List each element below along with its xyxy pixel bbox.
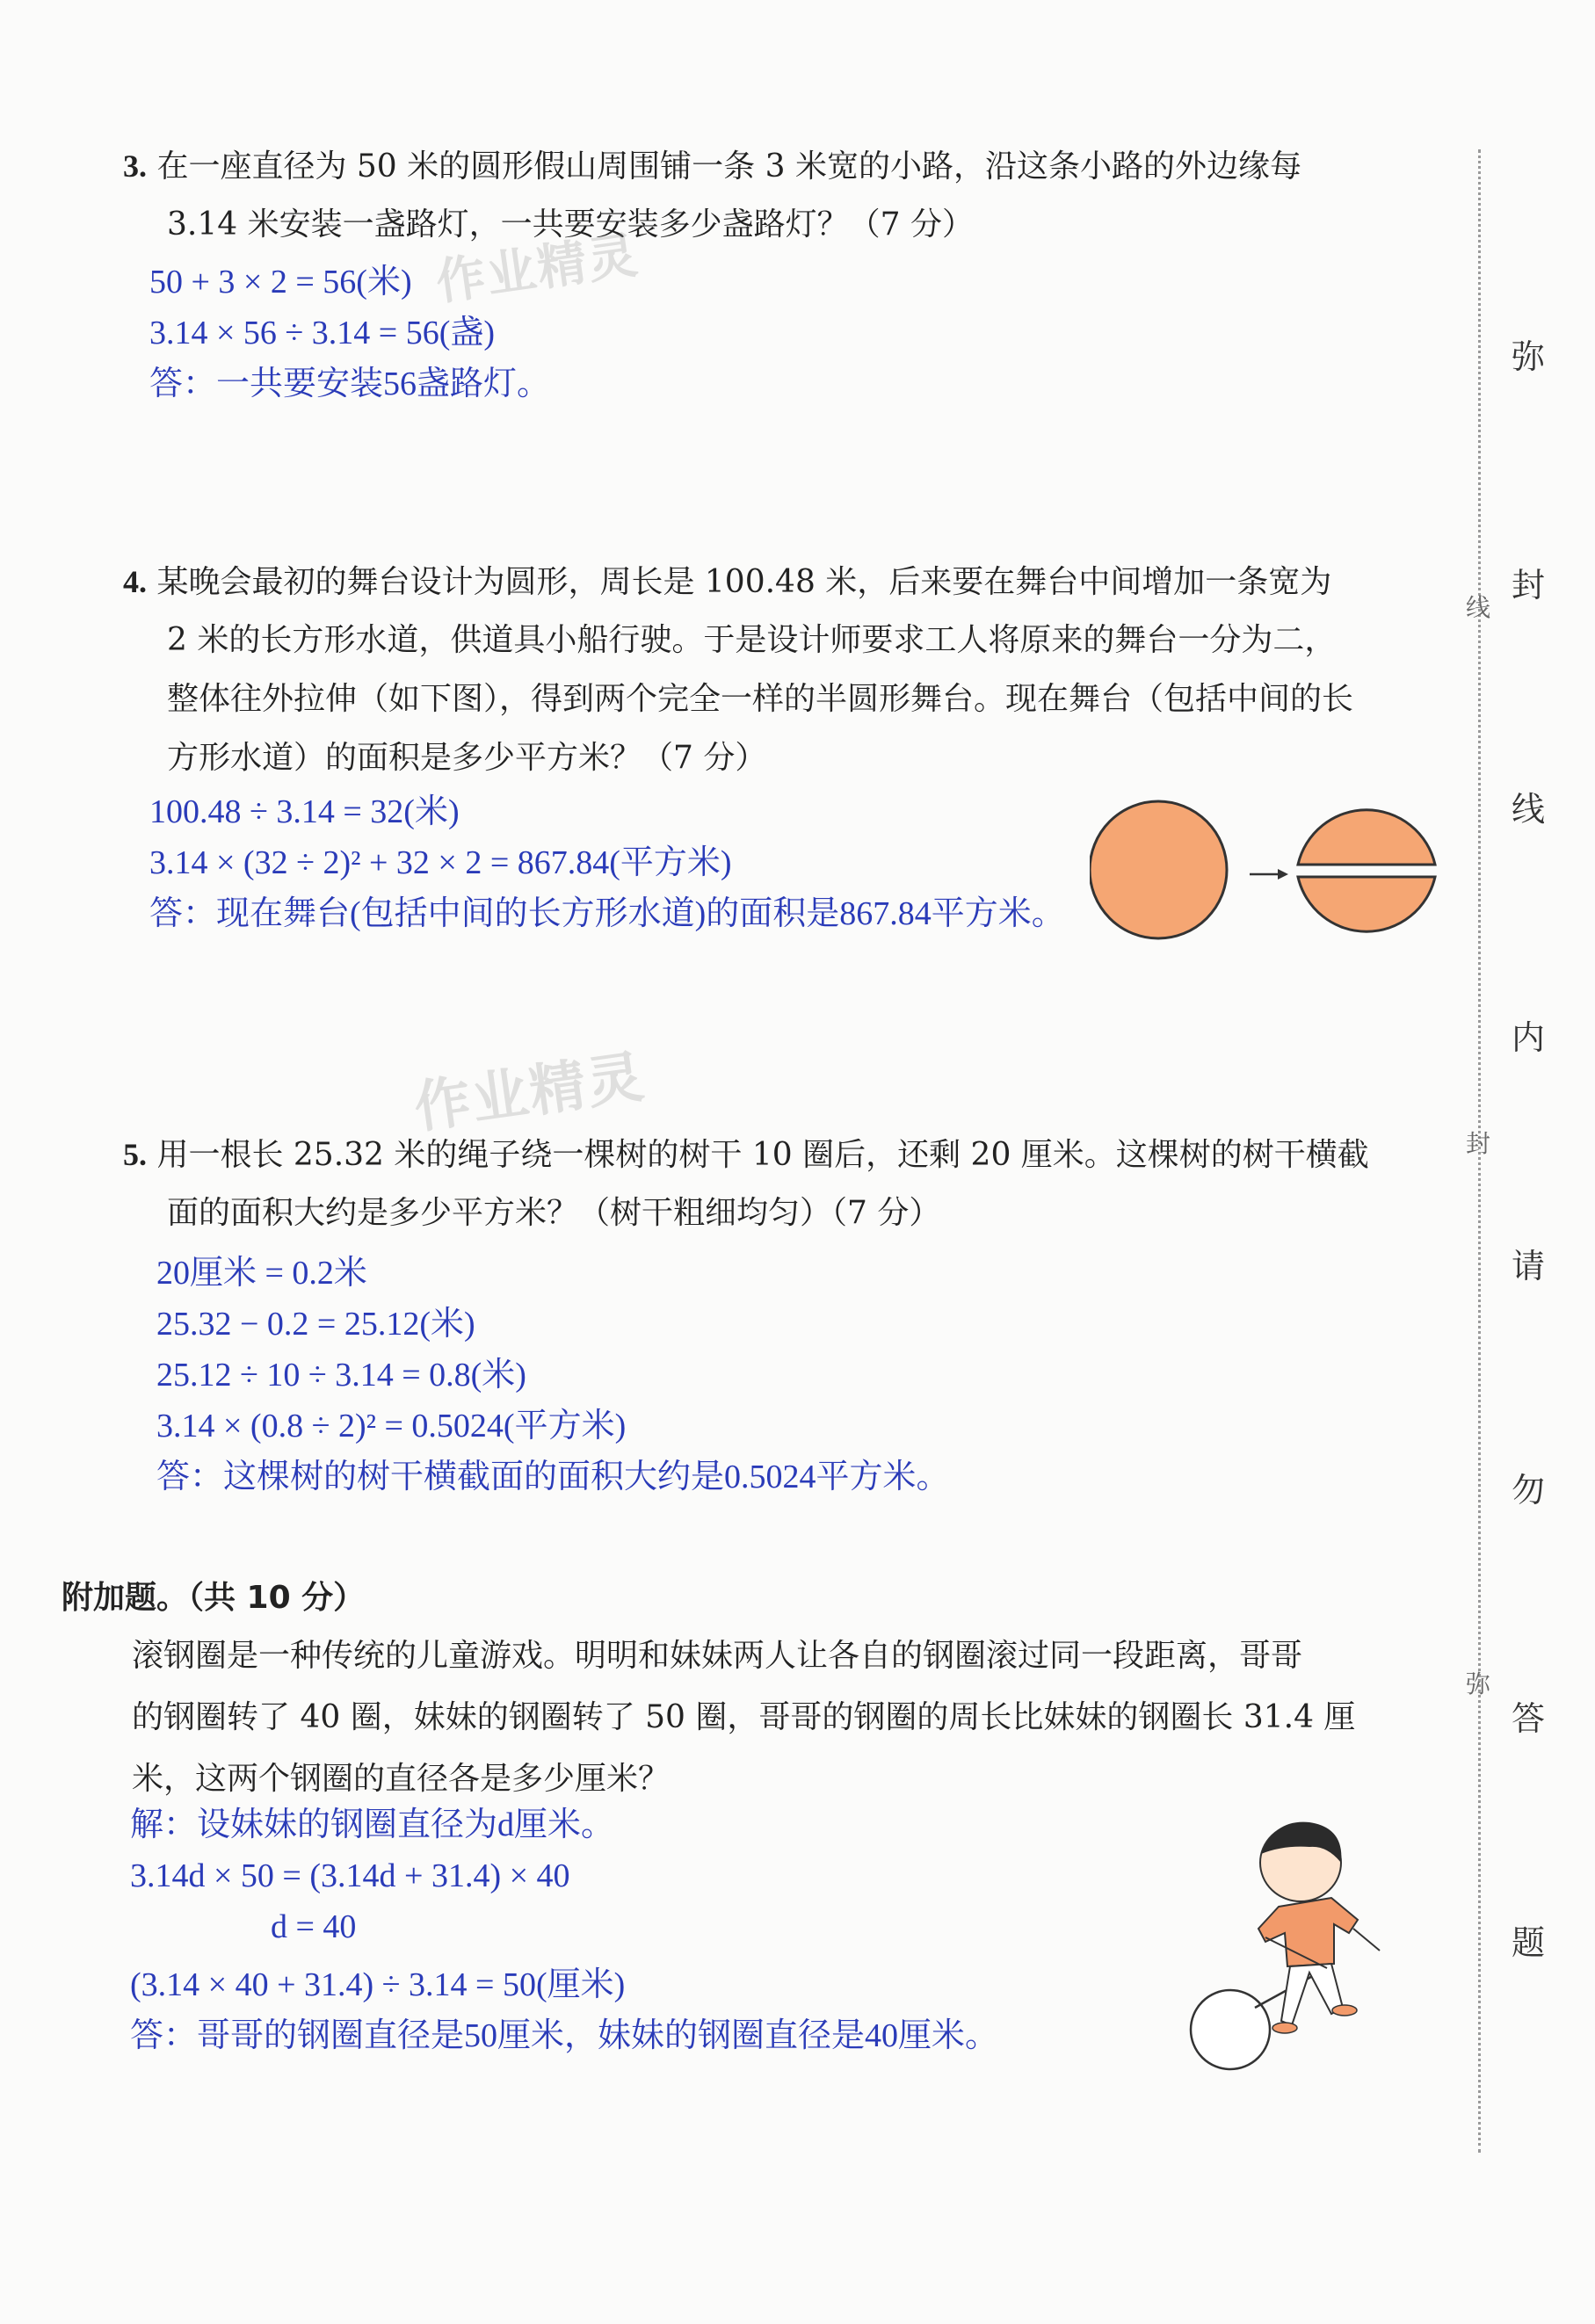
q3-text: 在一座直径为 50 米的圆形假山周围铺一条 3 米宽的小路，沿这条小路的外边缘每 (156, 148, 1301, 185)
q4-answer-line: 100.48 ÷ 3.14 = 32(米) (149, 793, 460, 830)
q5-text: 用一根长 25.32 米的绳子绕一棵树的树干 10 圈后，还剩 20 厘米。这棵树的树干横截 (156, 1137, 1369, 1173)
margin-char: 内 (1512, 1018, 1546, 1057)
full-circle-stage (1090, 801, 1227, 938)
q4-answer (149, 786, 1065, 939)
bonus-answer-line: (3.14 × 40 + 31.4) ÷ 3.14 = 50(厘米) (130, 1966, 626, 2003)
margin-char: 封 (1512, 566, 1546, 605)
bonus-answer-line: d = 40 (271, 1908, 357, 1945)
margin-char: 答 (1512, 1699, 1546, 1738)
q3-number: 3. (123, 148, 147, 184)
q3-answer-line: 3.14 × 56 ÷ 3.14 = 56(盏) (149, 315, 496, 351)
q5-line2: 面的面积大约是多少平方米？（树干粗细均匀）（7 分） (167, 1195, 941, 1231)
bonus-answer (130, 1799, 998, 2061)
q5-number: 5. (123, 1137, 147, 1172)
side-mark: 弥 (1466, 1669, 1491, 1698)
q4-number: 4. (123, 564, 147, 599)
watermark: 作业精灵 (410, 1044, 649, 1141)
q4-answer-line: 3.14 × (32 ÷ 2)² + 32 × 2 = 867.84(平方米) (149, 844, 732, 881)
bonus-line1: 滚钢圈是一种传统的儿童游戏。明明和妹妹两人让各自的钢圈滚过同一段距离，哥哥 (132, 1638, 1303, 1674)
q5-answer-line: 25.32 − 0.2 = 25.12(米) (156, 1306, 475, 1343)
bonus-title: 附加题。（共 10 分） (62, 1580, 366, 1616)
side-mark: 封 (1466, 1129, 1491, 1158)
split-circle-stage (1298, 810, 1435, 931)
q5-answer-line: 20厘米 = 0.2米 (156, 1255, 367, 1292)
margin-char: 请 (1512, 1247, 1546, 1285)
q5-answer-line: 25.12 ÷ 10 ÷ 3.14 = 0.8(米) (156, 1357, 526, 1394)
margin-char: 题 (1512, 1923, 1546, 1962)
watermark: 作业精灵 (432, 227, 643, 312)
bonus-answer-line: 答：哥哥的钢圈直径是50厘米，妹妹的钢圈直径是40厘米。 (130, 2017, 999, 2054)
q4-line1 (123, 552, 1331, 612)
q4-line3: 整体往外拉伸（如下图），得到两个完全一样的半圆形舞台。现在舞台（包括中间的长 (167, 681, 1354, 717)
q4-line2: 2 米的长方形水道，供道具小船行驶。于是设计师要求工人将原来的舞台一分为二， (167, 622, 1337, 658)
q5-answer-line: 答：这棵树的树干横截面的面积大约是0.5024平方米。 (156, 1459, 950, 1495)
q4-text: 某晚会最初的舞台设计为圆形，周长是 100.48 米，后来要在舞台中间增加一条宽为 (156, 564, 1332, 600)
side-mark: 线 (1466, 593, 1491, 622)
q5-line1 (123, 1125, 1369, 1185)
q5-answer (156, 1248, 950, 1502)
bonus-answer-line: 解：设妹妹的钢圈直径为d厘米。 (130, 1806, 615, 1843)
q3-answer-line: 答：一共要安装56盏路灯。 (149, 366, 551, 402)
q3-answer-line: 50 + 3 × 2 = 56(米) (149, 264, 412, 300)
q3-line1 (123, 136, 1301, 197)
margin-char: 线 (1512, 790, 1546, 829)
q5-answer-line: 3.14 × (0.8 ÷ 2)² = 0.5024(平方米) (156, 1408, 627, 1444)
stage-diagram (1090, 791, 1441, 949)
margin-char: 弥 (1512, 337, 1546, 376)
margin-char: 勿 (1512, 1471, 1546, 1510)
bonus-answer-line: 3.14d × 50 = (3.14d + 31.4) × 40 (130, 1857, 570, 1894)
bonus-line3: 米，这两个钢圈的直径各是多少厘米？ (132, 1761, 671, 1797)
q4-answer-line: 答：现在舞台(包括中间的长方形水道)的面积是867.84平方米。 (149, 895, 1065, 932)
q4-line4: 方形水道）的面积是多少平方米？（7 分） (167, 740, 767, 776)
boy-rolling-hoop-illustration (1178, 1810, 1459, 2074)
q3-line2: 3.14 米安装一盏路灯，一共要安装多少盏路灯？（7 分） (167, 206, 974, 243)
arrow-icon (1250, 869, 1288, 880)
bonus-line2: 的钢圈转了 40 圈，妹妹的钢圈转了 50 圈，哥哥的钢圈的周长比妹妹的钢圈长 31.4 厘 (132, 1699, 1356, 1735)
